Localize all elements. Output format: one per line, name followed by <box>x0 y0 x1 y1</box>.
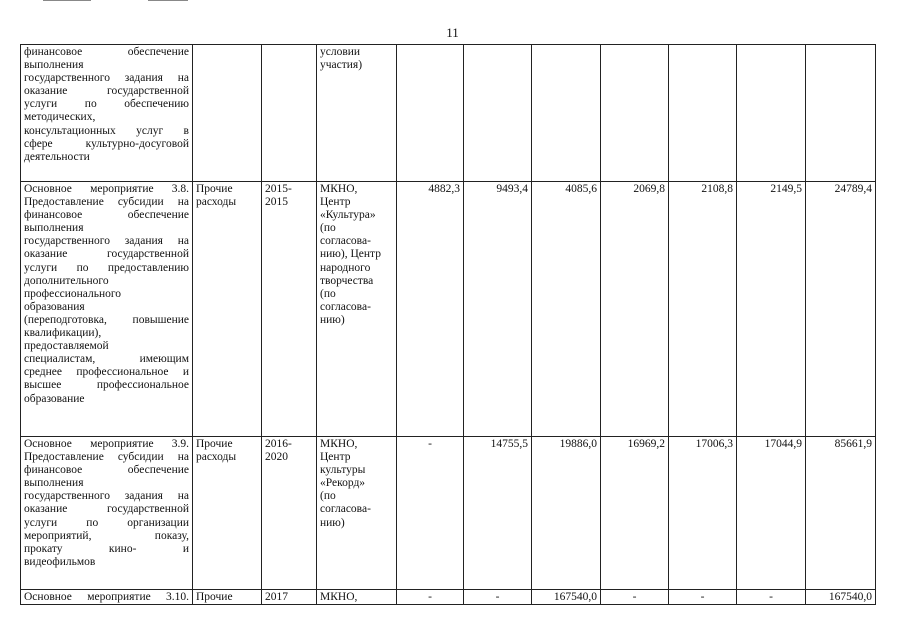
activity-name-line: образование <box>24 392 85 405</box>
activity-name-line: услуги по организации <box>24 516 189 529</box>
activity-name-line: выполнения <box>24 477 84 490</box>
period-cell <box>262 182 317 437</box>
activity-name-line: оказание государственной <box>24 85 189 98</box>
amount-cell: 19886,0 <box>532 437 601 590</box>
period-cell <box>262 437 317 590</box>
executor-line: МКНО, <box>320 183 358 195</box>
amount-cell: 24789,4 <box>806 182 876 437</box>
activity-name-line: Предоставление субсидии на <box>24 196 189 209</box>
activity-name-cell <box>21 45 193 182</box>
executor-line: (по <box>320 490 336 503</box>
activity-name-line: финансовое обеспечение <box>24 209 189 222</box>
expense-type-cell <box>193 45 262 182</box>
executor-line: творчества <box>320 274 374 287</box>
activity-name-line: консультационных услуг в <box>24 124 189 137</box>
activity-name-line: оказание государственной <box>24 503 189 516</box>
expense-type-cell <box>193 590 262 605</box>
period-cell <box>262 45 317 182</box>
amount-cell <box>669 45 737 182</box>
executor-line: «Рекорд» <box>320 477 366 490</box>
activity-name-line: образования <box>24 300 85 313</box>
period-line: 2016- <box>265 438 292 450</box>
executor-line: «Культура» <box>320 209 376 222</box>
amount-cell <box>737 45 806 182</box>
executor-line: (по <box>320 287 336 300</box>
amount-cell: 17044,9 <box>737 437 806 590</box>
activity-name-line: Предоставление субсидии на <box>24 451 189 464</box>
activity-name-line: государственного задания на <box>24 235 189 248</box>
table-row <box>21 590 876 605</box>
executor-line: нию), Центр <box>320 248 381 261</box>
activity-name-line: услуги по предоставлению <box>24 261 189 274</box>
amount-cell <box>806 45 876 182</box>
activity-name-line: оказание государственной <box>24 248 189 261</box>
amount-cell: 85661,9 <box>806 437 876 590</box>
amount-cell: - <box>464 590 532 605</box>
activity-name-line: (переподготовка, повышение <box>24 313 189 326</box>
activity-name-line: деятельности <box>24 150 90 163</box>
activity-name-line: государственного задания на <box>24 490 189 503</box>
activity-name-line: услуги по обеспечению <box>24 98 189 111</box>
activity-name-line: государственного задания на <box>24 72 189 85</box>
executor-line: народного <box>320 261 371 274</box>
activity-name-line: специалистам, имеющим <box>24 353 189 366</box>
executor-cell <box>317 590 397 605</box>
executor-line: условии <box>320 46 361 58</box>
activity-name-line: методических, <box>24 111 96 124</box>
activity-name-line: финансовое обеспечение <box>24 46 189 58</box>
executor-line: культуры <box>320 464 366 477</box>
expense-type-cell <box>193 182 262 437</box>
amount-cell: - <box>397 590 464 605</box>
expense-type-line: расходы <box>196 196 237 209</box>
activity-name-line: Основное мероприятие 3.10. <box>24 591 189 603</box>
table-row <box>21 437 876 590</box>
executor-line: нию) <box>320 516 345 529</box>
amount-cell: 4882,3 <box>397 182 464 437</box>
amount-cell <box>397 45 464 182</box>
activity-name-line: финансовое обеспечение <box>24 464 189 477</box>
executor-line: МКНО, <box>320 591 358 603</box>
executor-cell <box>317 45 397 182</box>
activity-name-line: среднее профессиональное и <box>24 366 189 379</box>
period-line: 2015- <box>265 183 292 195</box>
amount-cell <box>532 45 601 182</box>
executor-line: нию) <box>320 313 345 326</box>
activity-name-line: Основное мероприятие 3.9. <box>24 438 189 450</box>
amount-cell: 4085,6 <box>532 182 601 437</box>
amount-cell: 2108,8 <box>669 182 737 437</box>
activity-name-line: выполнения <box>24 222 84 235</box>
amount-cell: 16969,2 <box>601 437 669 590</box>
activity-name-cell <box>21 182 193 437</box>
period-cell <box>262 590 317 605</box>
page-number: 11 <box>446 25 459 40</box>
activity-name-line: предоставляемой <box>24 340 109 353</box>
amount-cell: - <box>397 437 464 590</box>
activity-name-line: профессионального <box>24 287 122 300</box>
activity-name-cell <box>21 590 193 605</box>
activity-name-line: выполнения <box>24 59 84 72</box>
amount-cell: 167540,0 <box>532 590 601 605</box>
executor-line: согласова- <box>320 503 371 516</box>
top-edge-marks <box>0 0 905 6</box>
expense-type-cell <box>193 437 262 590</box>
amount-cell: 9493,4 <box>464 182 532 437</box>
activity-name-line: видеофильмов <box>24 555 96 568</box>
budget-table <box>20 44 876 605</box>
period-line: 2017 <box>265 591 288 603</box>
period-line: 2020 <box>265 451 288 464</box>
period-line: 2015 <box>265 196 288 209</box>
executor-line: согласова- <box>320 300 371 313</box>
expense-type-line: Прочие <box>196 591 233 603</box>
activity-name-line: мероприятий, показу, <box>24 529 189 542</box>
amount-cell: - <box>669 590 737 605</box>
activity-name-line: Основное мероприятие 3.8. <box>24 183 189 195</box>
executor-line: МКНО, <box>320 438 358 450</box>
executor-line: Центр <box>320 451 351 464</box>
executor-cell <box>317 182 397 437</box>
amount-cell: - <box>601 590 669 605</box>
expense-type-line: Прочие <box>196 438 233 450</box>
activity-name-cell <box>21 437 193 590</box>
expense-type-line: расходы <box>196 451 237 464</box>
table-row <box>21 45 876 182</box>
executor-line: согласова- <box>320 235 371 248</box>
amount-cell: 2149,5 <box>737 182 806 437</box>
executor-line: участия) <box>320 59 363 72</box>
activity-name-line: дополнительного <box>24 274 109 287</box>
amount-cell: 2069,8 <box>601 182 669 437</box>
amount-cell: 167540,0 <box>806 590 876 605</box>
amount-cell: 17006,3 <box>669 437 737 590</box>
amount-cell: - <box>737 590 806 605</box>
amount-cell: 14755,5 <box>464 437 532 590</box>
expense-type-line: Прочие <box>196 183 233 195</box>
executor-cell <box>317 437 397 590</box>
amount-cell <box>601 45 669 182</box>
amount-cell <box>464 45 532 182</box>
table-row <box>21 182 876 437</box>
executor-line: Центр <box>320 196 351 209</box>
activity-name-line: высшее профессиональное <box>24 379 189 392</box>
executor-line: (по <box>320 222 336 235</box>
activity-name-line: сфере культурно-досуговой <box>24 137 189 150</box>
activity-name-line: квалификации), <box>24 327 102 340</box>
activity-name-line: прокату кино- и <box>24 542 189 555</box>
